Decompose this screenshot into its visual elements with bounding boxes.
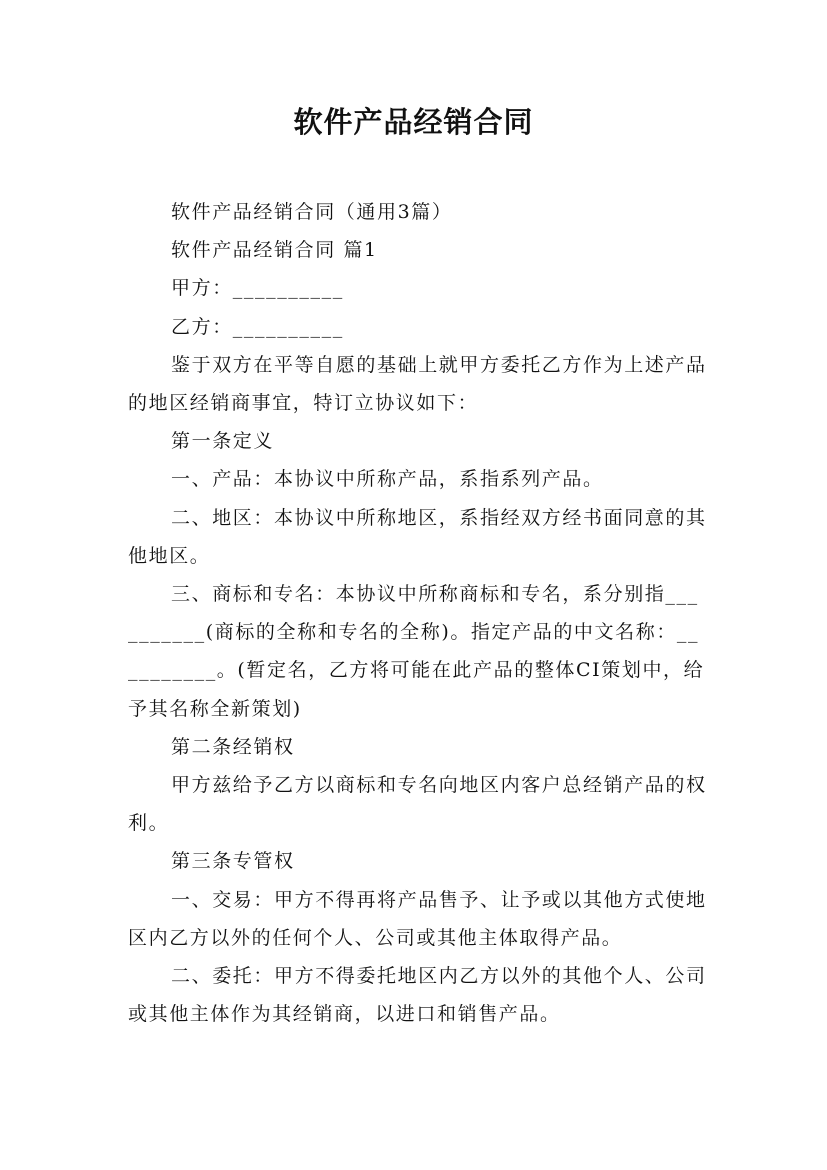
clause-paragraph: 二、地区：本协议中所称地区，系指经双方经书面同意的其他地区。 (128, 506, 707, 567)
subtitle-line: 软件产品经销合同（通用3篇） (171, 201, 453, 223)
party-b-line: 乙方：__________ (171, 315, 344, 338)
document-title: 软件产品经销合同 (293, 105, 534, 139)
clause-paragraph: 三、商标和专名：本协议中所称商标和专名，系分别指__________(商标的全称和专名的全称)。指定产品的中文名称：__________。(暂定名，乙方将可能在此产品的整体CI策划中，给予其名称全新策划) (128, 583, 705, 720)
section-heading: 软件产品经销合同 篇1 (171, 239, 378, 262)
article-heading: 第二条经销权 (171, 735, 295, 758)
preamble-paragraph: 鉴于双方在平等自愿的基础上就甲方委托乙方作为上述产品的地区经销商事宜，特订立协议如下： (128, 353, 707, 415)
clause-paragraph: 二、委托：甲方不得委托地区内乙方以外的其他个人、公司或其他主体作为其经销商，以进口和销售产品。 (128, 965, 707, 1026)
document-body (128, 193, 708, 1033)
party-a-line: 甲方：__________ (171, 277, 344, 300)
clause-paragraph: 一、交易：甲方不得再将产品售予、让予或以其他方式使地区内乙方以外的任何个人、公司或其他主体取得产品。 (128, 888, 707, 949)
clause-paragraph: 一、产品：本协议中所称产品，系指系列产品。 (171, 468, 604, 491)
article-heading: 第三条专管权 (171, 850, 295, 873)
article-heading: 第一条定义 (171, 430, 275, 453)
clause-paragraph: 甲方兹给予乙方以商标和专名向地区内客户总经销产品的权利。 (128, 774, 707, 835)
